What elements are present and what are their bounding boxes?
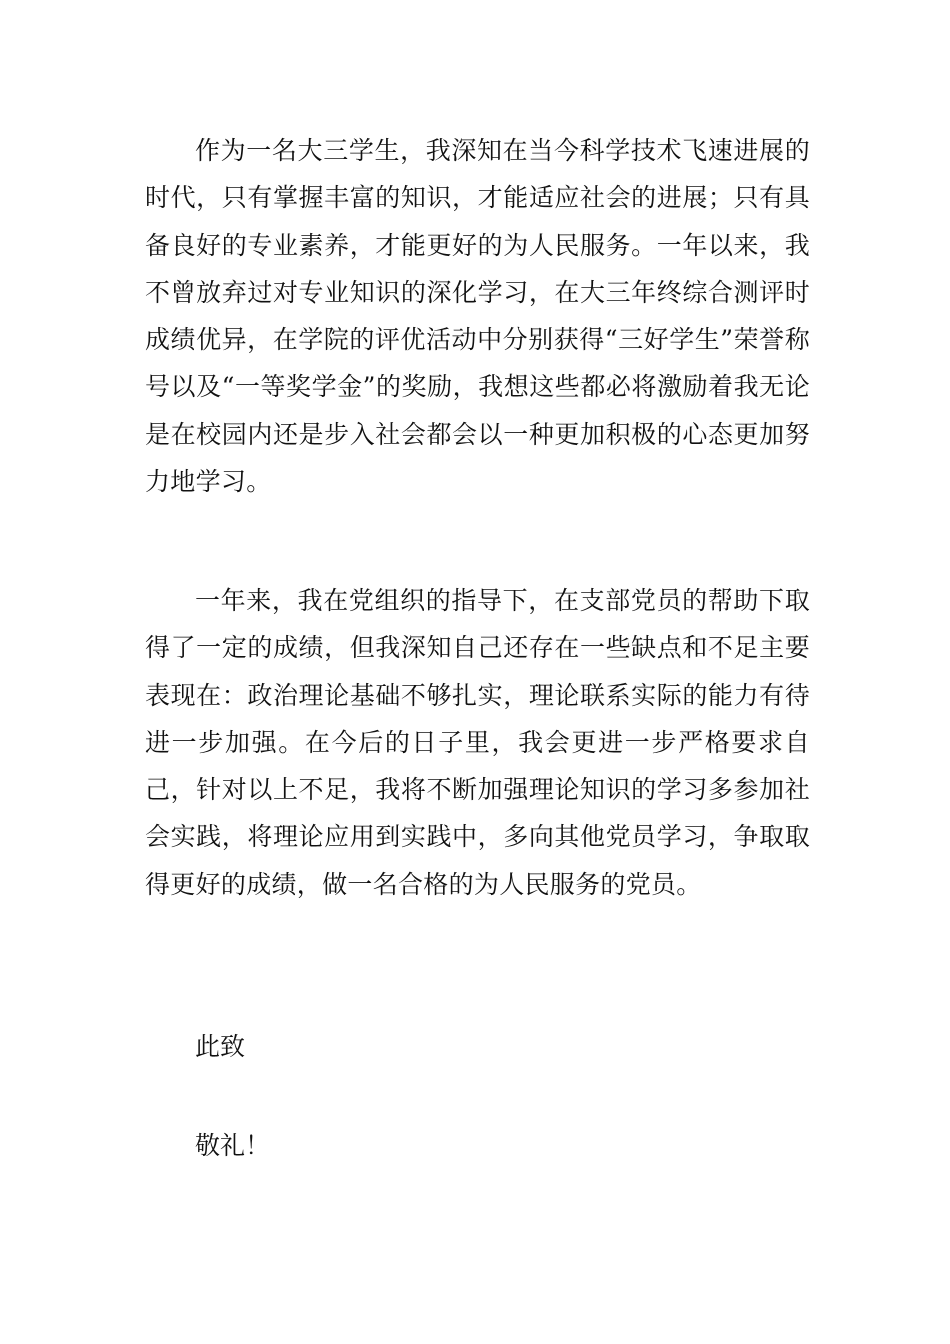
closing-regards: 敬礼！ xyxy=(195,1131,271,1160)
closing-salutation: 此致 xyxy=(195,1032,246,1061)
body-paragraph-1: 作为一名大三学生，我深知在当今科学技术飞速进展的时代，只有掌握丰富的知识，才能适应社会的进展；只有具备良好的专业素养，才能更好的为人民服务。一年以来，我不曾放弃过对专业知识的深化学习，在大三年终综合测评时成绩优异，在学院的评优活动中分别获得“三好学生”荣誉称号以及“一等奖学金”的奖励，我想这些都必将激励着我无论是在校园内还是步入社会都会以一种更加积极的心态更加努力地学习。 xyxy=(145,136,810,497)
body-paragraph-2: 一年来，我在党组织的指导下，在支部党员的帮助下取得了一定的成绩，但我深知自己还存在一些缺点和不足主要表现在：政治理论基础不够扎实，理论联系实际的能力有待进一步加强。在今后的日子里，我会更进一步严格要求自己，针对以上不足，我将不断加强理论知识的学习多参加社会实践，将理论应用到实践中，多向其他党员学习，争取取得更好的成绩，做一名合格的为人民服务的党员。 xyxy=(145,586,810,899)
